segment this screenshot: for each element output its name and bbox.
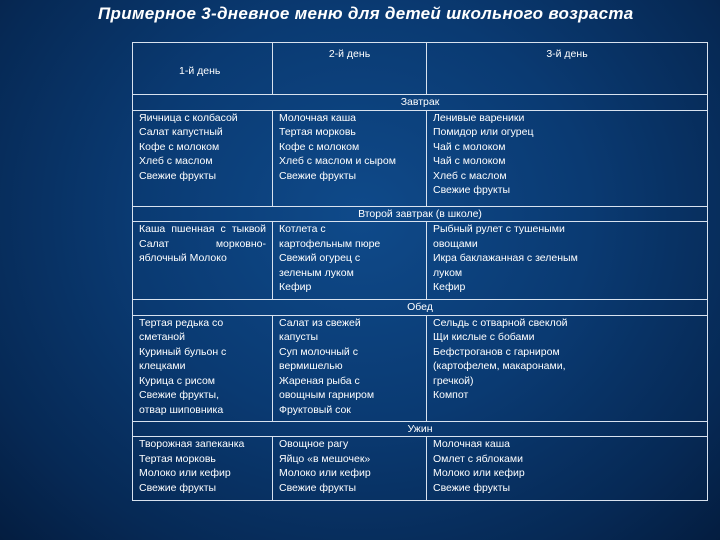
day-3-header: 3-й день: [427, 43, 708, 95]
section-row-second-breakfast: [133, 206, 708, 222]
day-2-header: 2-й день: [273, 43, 427, 95]
meal-row-breakfast: [133, 110, 708, 206]
section-title-breakfast: Завтрак: [133, 95, 708, 111]
cell-lunch-day2: Салат из свежей капусты Суп молочный с вермишелью Жареная рыба с овощным гарниром Фруктовый сок: [273, 315, 427, 421]
cell-dinner-day2: Овощное рагу Яйцо «в мешочек» Молоко или кефир Свежие фрукты: [273, 437, 427, 501]
page-title: Примерное 3-дневное меню для детей школьного возраста: [98, 4, 634, 23]
meal-row-second-breakfast: [133, 222, 708, 300]
section-title-dinner: Ужин: [133, 421, 708, 437]
menu-table: [132, 42, 708, 501]
day-1-header: [133, 43, 273, 95]
cell-lunch-day1: Тертая редька со сметаной Куриный бульон с клецками Курица с рисом Свежие фрукты, отвар шиповника: [133, 315, 273, 421]
cell-dinner-day3: Молочная каша Омлет с яблоками Молоко или кефир Свежие фрукты: [427, 437, 708, 501]
section-title-second-breakfast: Второй завтрак (в школе): [133, 206, 708, 222]
cell-breakfast-day3: Ленивые вареники Помидор или огурец Чай с молоком Чай с молоком Хлеб с маслом Свежие фрукты: [427, 110, 708, 206]
section-row-lunch: [133, 300, 708, 316]
cell-second-breakfast-day1: Каша пшенная с тыквой Салат морковно-яблочный Молоко: [133, 222, 273, 300]
cell-second-breakfast-day3: Рыбный рулет с тушеными овощами Икра баклажанная с зеленым луком Кефир: [427, 222, 708, 300]
cell-lunch-day3: Сельдь с отварной свеклой Щи кислые с бобами Бефстроганов с гарниром (картофелем, макаронами, гречкой) Компот: [427, 315, 708, 421]
cell-second-breakfast-day2: Котлета с картофельным пюре Свежий огурец с зеленым луком Кефир: [273, 222, 427, 300]
meal-row-lunch: [133, 315, 708, 421]
meal-row-dinner: [133, 437, 708, 501]
days-header-row: [133, 43, 708, 95]
section-title-lunch: Обед: [133, 300, 708, 316]
day-1-label: 1-й день: [179, 64, 221, 77]
cell-breakfast-day2: Молочная каша Тертая морковь Кофе с молоком Хлеб с маслом и сыром Свежие фрукты: [273, 110, 427, 206]
section-row-dinner: [133, 421, 708, 437]
cell-dinner-day1: Творожная запеканка Тертая морковь Молоко или кефир Свежие фрукты: [133, 437, 273, 501]
section-row-breakfast: [133, 95, 708, 111]
cell-breakfast-day1: Яичница с колбасой Салат капустный Кофе с молоком Хлеб с маслом Свежие фрукты: [133, 110, 273, 206]
